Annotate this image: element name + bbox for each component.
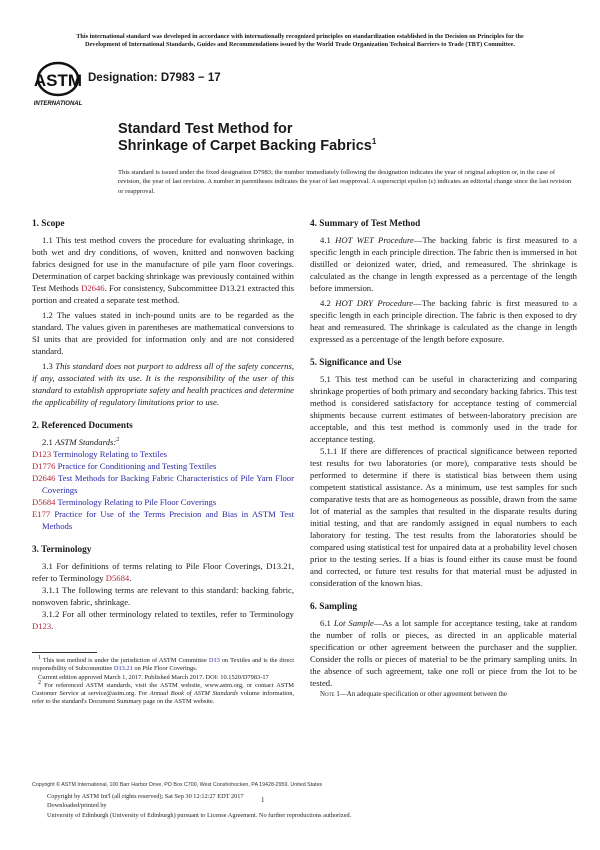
footnote-1-edition xyxy=(32,674,294,682)
text-run: on Textiles and is the direct responsibility of Subcommittee xyxy=(32,657,294,673)
paragraph-3-1-1 xyxy=(32,584,294,608)
reference-list xyxy=(32,448,294,532)
section-heading: 1. Scope xyxy=(32,219,65,229)
reference-title[interactable]: Test Methods for Backing Fabric Characteristics of Pile Yarn Floor Coverings xyxy=(42,473,294,495)
issued-note: This standard is issued under the fixed designation D7983; the number immediately following the designation indicates the year of original adoption or, in the case of revision, the year of last revision. A number in parentheses indicates the year of last reapproval. A superscript epsilon (ε) indicates an editorial change since the last revision or reapproval. xyxy=(118,169,572,195)
text-run: 4.1 xyxy=(320,235,336,245)
reference-title[interactable]: Terminology Relating to Textiles xyxy=(51,449,168,459)
license-block xyxy=(47,792,351,820)
footnote-ref[interactable]: 1 xyxy=(38,654,41,661)
paragraph-4-1 xyxy=(310,234,577,294)
text-run: volume information, refer to the standard's Document Summary page on the ASTM website. xyxy=(32,690,295,706)
standard-link[interactable]: D5684 xyxy=(105,573,130,583)
text-run: on Pile Floor Coverings. xyxy=(132,665,198,673)
text-run: —The backing fabric is first measured to a specific length in each principle direction. The fabric is then exposed to dry heat and remeasured. The shrinkage is calculated as the change in length expressed as a percentage of the length before exposure. xyxy=(310,298,577,344)
text-run: —The backing fabric is first measured to a specific length in each principle direction. The fabric then is immersed in hot distilled or deionized water, dried, and remeasured. The shrinkage is calculated as the change in length expressed as a percentage of the length before immersion. xyxy=(310,235,577,293)
text-run: . xyxy=(129,573,132,583)
right-column xyxy=(310,218,577,713)
reference-code[interactable]: D2646 xyxy=(32,473,56,483)
section-summary xyxy=(310,218,577,345)
notice-line-2: Development of International Standards, Guides and Recommendations issued by the World Trade Organization Technical Barriers to Trade (TBT) Committee. xyxy=(84,41,516,48)
paragraph-1-1 xyxy=(32,234,294,306)
designation: Designation: D7983 − 17 xyxy=(88,72,221,84)
paragraph-5-1-1 xyxy=(310,445,577,589)
text-run: 5.1.1 If there are differences of practical significance between reported test results for two laboratories (or more), comparative tests should be performed to determine if there is statistical bias between them using competent statistical assistance. As a minimum, use test samples for such comparative tests that are as homogeneous as possible, drawn from the same lot of material as the samples that resulted in the disparate results during initial testing, and that are randomly assigned in equal numbers to each laboratory for testing. The test results from the laboratories should be compared using statistical test for unpaired data at a probability level chosen prior to the testing series. If a bias is found either its cause must be found and corrected, or future test results for that material must be adjusted in consideration of the known bias. xyxy=(310,446,577,588)
text-run: This standard does not purport to address all of the safety concerns, if any, associated with its use. It is the responsibility of the user of this standard to establish appropriate safety and health practices and determine the applicability of regulatory limitations prior to use. xyxy=(32,361,295,407)
text-run: . xyxy=(51,621,54,631)
section-heading: 4. Summary of Test Method xyxy=(310,219,421,229)
text-run: 1.1 This test method covers the procedure for evaluating shrinkage, in both wet and dry conditions, of woven, knitted and nonwoven backing fabrics designed for use in the manufacture of pile yarn floor coverings. Determination of carpet backing shrinkage was previously contained within Test Methods xyxy=(32,235,294,293)
footnotes xyxy=(32,654,295,707)
text-run: This test method is under the jurisdiction of ASTM Committee xyxy=(41,657,209,664)
section-heading: 5. Significance and Use xyxy=(310,358,402,368)
tbt-notice xyxy=(20,33,580,49)
section-sampling xyxy=(310,601,577,701)
license-line-2: Downloaded/printed by xyxy=(47,802,107,810)
footnote-1 xyxy=(32,654,294,674)
title-line-1: Standard Test Method for xyxy=(118,121,293,137)
text-run: —An adequate specification or other agreement between the xyxy=(339,691,507,698)
note-1 xyxy=(310,689,577,701)
reference-code[interactable]: D1776 xyxy=(32,461,56,471)
text-run: 1.3 xyxy=(42,361,56,371)
footnote-ref[interactable]: 2 xyxy=(116,437,120,444)
reference-item[interactable] xyxy=(32,496,294,508)
section-scope xyxy=(32,218,294,408)
text-run: . For consistency, Subcommittee D13.21 extracted this portion and created a separate test method. xyxy=(32,283,295,305)
astm-logo xyxy=(33,58,83,108)
text-run: 3.1 For definitions of terms relating to Pile Floor Coverings, D13.21, refer to Terminology xyxy=(32,561,294,583)
text-run: Note 1 xyxy=(320,691,340,698)
text-run: HOT WET Procedure xyxy=(335,235,414,245)
paragraph-1-2 xyxy=(32,309,294,357)
reference-title[interactable]: Practice for Use of the Terms Precision and Bias in ASTM Test Methods xyxy=(42,509,294,531)
committee-link[interactable]: D13.21 xyxy=(113,665,133,673)
footnote-divider xyxy=(32,652,97,653)
paragraph-6-1 xyxy=(310,617,577,689)
text-run: 6.1 xyxy=(320,618,334,628)
svg-text:ASTM: ASTM xyxy=(33,71,83,90)
paragraph-4-2 xyxy=(310,297,577,345)
reference-title[interactable]: Practice for Conditioning and Testing Textiles xyxy=(55,461,217,471)
reference-item[interactable] xyxy=(32,448,294,460)
text-run: For referenced ASTM standards, visit the ASTM website, www.astm.org, or contact ASTM Customer Service at service@astm.org. For xyxy=(32,681,294,698)
section-heading: 6. Sampling xyxy=(310,602,358,612)
notice-line-1: This international standard was developed in accordance with internationally recognized principles on standardization established in the Decision on Principles for the xyxy=(76,33,524,40)
left-column xyxy=(32,218,294,644)
reference-item[interactable] xyxy=(32,508,294,532)
text-run: —As a lot sample for acceptance testing, take at random the number of rolls or pieces, as directed in an applicable material specification or other agreement between the purchaser and the supplier. Consider the rolls or pieces of material to be the primary sampling units. In the absence of such agreement, take one roll or piece from the lot to be tested. xyxy=(310,618,577,688)
footnote-2 xyxy=(32,679,295,707)
copyright-line: Copyright © ASTM International, 100 Barr Harbor Drive, PO Box C700, West Conshohocken, PA 19428-2959. United States xyxy=(32,782,323,788)
license-line-1: Copyright by ASTM Int'l (all rights reserved); Sat Sep 30 12:12:27 EDT 2017 xyxy=(47,793,244,800)
text-run: 4.2 xyxy=(320,298,336,308)
paragraph-3-1 xyxy=(32,560,294,584)
document-title xyxy=(118,121,376,155)
standard-link[interactable]: D123 xyxy=(32,621,52,631)
text-run: Lot Sample xyxy=(333,618,374,628)
text-run: Current edition approved March 1, 2017. Published March 2017. DOI: 10.1520/D7983-17 xyxy=(38,673,269,681)
license-line-3: University of Edinburgh (University of Edinburgh) pursuant to License Agreement. No further reproductions authorized. xyxy=(47,811,352,819)
reference-code[interactable]: E177 xyxy=(32,509,51,519)
section-heading: 2. Referenced Documents xyxy=(32,421,133,431)
text-run: 5.1 This test method can be useful in characterizing and comparing shrinkage properties of both primary and secondary backing fabrics. This test method is considered satisfactory for acceptance testing of commercial shipments because current estimates of between-laboratory precision are acceptable, and this test method is commonly used in the trade for acceptance testing. xyxy=(310,374,577,444)
title-line-2: Shrinkage of Carpet Backing Fabrics$^1$ xyxy=(118,137,377,154)
text-run: 1.2 The values stated in inch-pound units are to be regarded as the standard. The values given in parentheses are mathematical conversions to SI units that are provided for information only and are not considered standard. xyxy=(32,310,294,356)
reference-item[interactable] xyxy=(32,472,294,496)
svg-text:INTERNATIONAL: INTERNATIONAL xyxy=(33,101,83,107)
paragraph-3-1-2 xyxy=(32,608,294,632)
paragraph-1-3 xyxy=(32,360,294,408)
footnote-ref[interactable]: 2 xyxy=(38,679,41,686)
text-run: ASTM Standards: xyxy=(54,437,117,447)
section-heading: 3. Terminology xyxy=(32,545,92,555)
paragraph-2-1 xyxy=(32,436,294,448)
section-referenced-documents xyxy=(32,420,294,532)
reference-code[interactable]: D123 xyxy=(32,449,52,459)
section-significance xyxy=(310,357,577,589)
reference-title[interactable]: Terminology Relating to Pile Floor Coverings xyxy=(55,497,217,507)
reference-code[interactable]: D5684 xyxy=(32,497,56,507)
standard-link[interactable]: D2646 xyxy=(81,283,105,293)
page-number: 1 xyxy=(261,796,265,804)
text-run: 3.1.2 For all other terminology related to textiles, refer to Terminology xyxy=(42,609,294,619)
text-run: 3.1.1 The following terms are relevant to this standard: backing fabric, nonwoven fabric, shrinkage. xyxy=(32,585,294,607)
title-footnote-ref[interactable]: 1 xyxy=(371,137,377,147)
section-terminology xyxy=(32,544,294,632)
text-run: Annual Book of ASTM Standards xyxy=(149,690,239,698)
paragraph-5-1 xyxy=(310,373,577,445)
committee-link[interactable]: D13 xyxy=(208,657,220,664)
text-run: HOT DRY Procedure xyxy=(335,298,414,308)
reference-item[interactable] xyxy=(32,460,294,472)
text-run: 2.1 xyxy=(42,437,55,447)
